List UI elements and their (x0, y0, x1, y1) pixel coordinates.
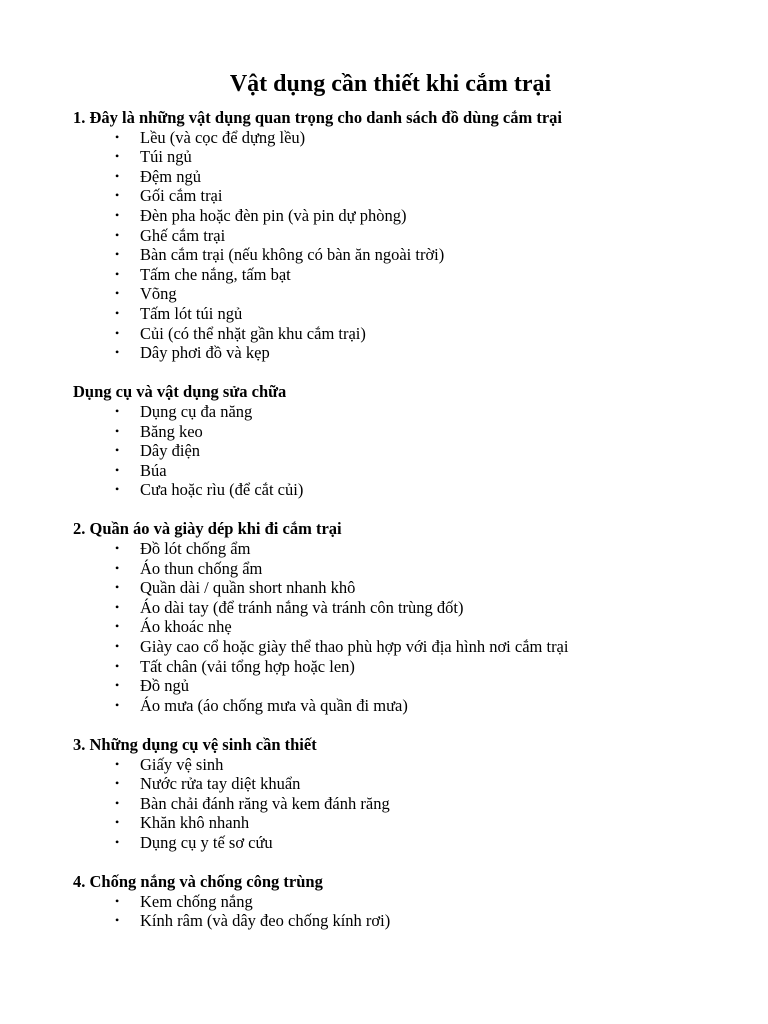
section-1 (73, 108, 708, 363)
list-item-text: Áo dài tay (để tránh nắng và tránh côn trùng đốt) (140, 597, 464, 617)
bullet-icon: • (115, 266, 120, 281)
list-item-text: Kính râm (và dây đeo chống kính rơi) (140, 911, 391, 931)
list-item (73, 206, 708, 226)
list-item-text: Tất chân (vải tổng hợp hoặc len) (140, 656, 355, 676)
list-item-text: Võng (140, 284, 177, 304)
bullet-icon: • (115, 286, 120, 301)
document-title: Vật dụng cần thiết khi cắm trại (229, 71, 552, 97)
list-item-text: Băng keo (140, 421, 203, 441)
list-item-text: Ghế cắm trại (140, 225, 226, 245)
list-item (73, 422, 708, 442)
list-item (73, 304, 708, 324)
bullet-icon: • (115, 913, 120, 928)
list-item (73, 774, 708, 794)
list-item (73, 186, 708, 206)
list-item (73, 676, 708, 696)
list-item-text: Bàn chải đánh răng và kem đánh răng (140, 793, 390, 813)
list-item-text: Dụng cụ y tế sơ cứu (140, 832, 273, 852)
bullet-icon: • (115, 403, 120, 418)
list-item-text: Áo thun chống ẩm (140, 558, 263, 578)
bullet-icon: • (115, 795, 120, 810)
list-item (73, 755, 708, 775)
section-3 (73, 519, 708, 715)
bullet-icon: • (115, 305, 120, 320)
bullet-icon: • (115, 345, 120, 360)
bullet-icon: • (115, 776, 120, 791)
list-item (73, 539, 708, 559)
list-item-text: Dây phơi đồ và kẹp (140, 343, 270, 363)
list-item-text: Dụng cụ đa năng (140, 401, 253, 421)
list-item-text: Giấy vệ sinh (140, 754, 224, 774)
bullet-icon: • (115, 129, 120, 144)
list-item-text: Túi ngủ (140, 147, 192, 167)
list-item (73, 598, 708, 618)
bullet-icon: • (115, 599, 120, 614)
bullet-icon: • (115, 560, 120, 575)
list-item (73, 226, 708, 246)
section-heading: 4. Chống nắng và chống công trùng (73, 872, 323, 892)
list-item-text: Tấm che nắng, tấm bạt (140, 264, 291, 284)
list-item (73, 617, 708, 637)
document-body (73, 108, 708, 931)
list-item-text: Lều (và cọc để dựng lều) (140, 127, 306, 147)
list-item-text: Đèn pha hoặc đèn pin (và pin dự phòng) (140, 205, 407, 225)
list-item (73, 480, 708, 500)
section-heading: Dụng cụ và vật dụng sửa chữa (73, 382, 287, 402)
bullet-icon: • (115, 482, 120, 497)
list-item-text: Đệm ngủ (140, 166, 201, 186)
list-item (73, 559, 708, 579)
bullet-icon: • (115, 423, 120, 438)
bullet-icon: • (115, 443, 120, 458)
section-5 (73, 872, 708, 931)
bullet-icon: • (115, 541, 120, 556)
section-heading: 3. Những dụng cụ vệ sinh cần thiết (73, 735, 317, 754)
list-item (73, 892, 708, 912)
list-item (73, 911, 708, 931)
list-item-text: Kem chống nắng (140, 891, 253, 911)
list-item (73, 343, 708, 363)
list-item-text: Quần dài / quần short nhanh khô (140, 578, 356, 598)
bullet-icon: • (115, 815, 120, 830)
list-item (73, 245, 708, 265)
list-item (73, 324, 708, 344)
list-item (73, 657, 708, 677)
list-item (73, 833, 708, 853)
bullet-icon: • (115, 325, 120, 340)
list-item-text: Đồ ngủ (140, 676, 190, 696)
bullet-icon: • (115, 227, 120, 242)
list-item (73, 167, 708, 187)
bullet-icon: • (115, 639, 120, 654)
list-item-text: Nước rửa tay diệt khuẩn (140, 774, 301, 794)
list-item-text: Bàn cắm trại (nếu không có bàn ăn ngoài trời) (140, 245, 445, 265)
list-item-text: Gối cắm trại (140, 186, 223, 206)
list-item (73, 441, 708, 461)
list-item-text: Giày cao cổ hoặc giày thể thao phù hợp với địa hình nơi cắm trại (140, 637, 569, 657)
bullet-icon: • (115, 188, 120, 203)
list-item (73, 265, 708, 285)
list-item-text: Dây điện (140, 441, 201, 461)
bullet-icon: • (115, 619, 120, 634)
item-list (73, 402, 708, 500)
list-item-text: Đồ lót chống ẩm (140, 539, 251, 559)
list-item-text: Tấm lót túi ngủ (140, 303, 243, 323)
list-item-text: Cưa hoặc rìu (để cắt củi) (140, 480, 304, 500)
list-item-text: Áo mưa (áo chống mưa và quần đi mưa) (140, 695, 408, 715)
bullet-icon: • (115, 580, 120, 595)
bullet-icon: • (115, 149, 120, 164)
list-item (73, 696, 708, 716)
list-item-text: Áo khoác nhẹ (140, 617, 232, 637)
bullet-icon: • (115, 207, 120, 222)
list-item (73, 578, 708, 598)
bullet-icon: • (115, 697, 120, 712)
list-item (73, 637, 708, 657)
item-list (73, 892, 708, 931)
bullet-icon: • (115, 462, 120, 477)
section-heading: 1. Đây là những vật dụng quan trọng cho danh sách đồ dùng cắm trại (73, 108, 562, 127)
bullet-icon: • (115, 678, 120, 693)
list-item-text: Khăn khô nhanh (140, 813, 250, 833)
list-item (73, 402, 708, 422)
section-4 (73, 735, 708, 853)
bullet-icon: • (115, 893, 120, 908)
item-list (73, 755, 708, 853)
bullet-icon: • (115, 658, 120, 673)
list-item-text: Củi (có thể nhặt gần khu cắm trại) (140, 323, 366, 343)
list-item (73, 284, 708, 304)
bullet-icon: • (115, 247, 120, 262)
list-item (73, 813, 708, 833)
list-item (73, 128, 708, 148)
item-list (73, 539, 708, 715)
bullet-icon: • (115, 168, 120, 183)
section-heading: 2. Quần áo và giày dép khi đi cắm trại (73, 519, 342, 539)
list-item (73, 461, 708, 481)
bullet-icon: • (115, 756, 120, 771)
list-item (73, 147, 708, 167)
list-item (73, 794, 708, 814)
section-2 (73, 382, 708, 500)
item-list (73, 128, 708, 363)
list-item-text: Búa (140, 460, 167, 480)
bullet-icon: • (115, 834, 120, 849)
